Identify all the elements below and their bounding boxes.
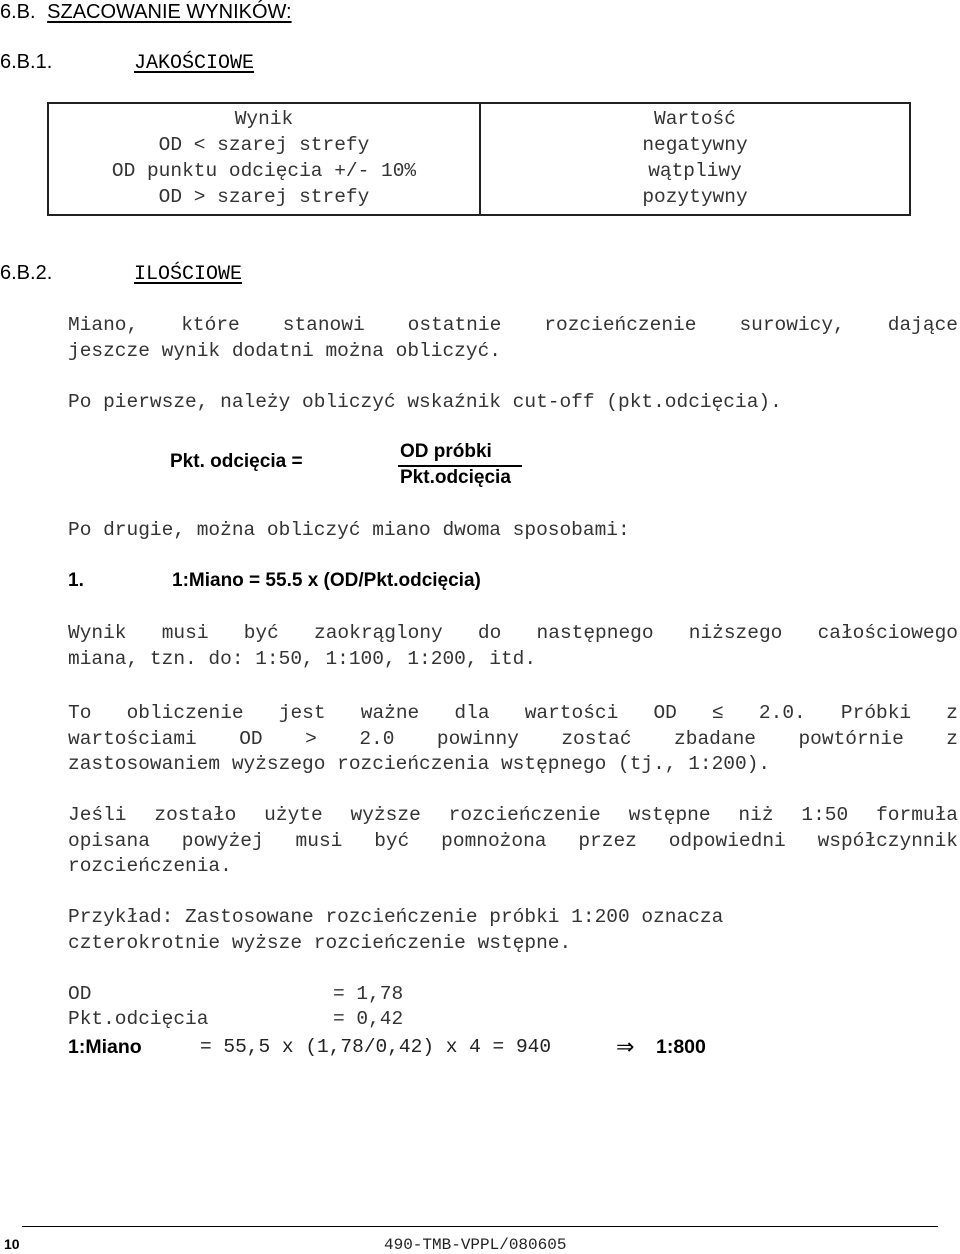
example-od-value: = 1,78 — [333, 983, 404, 1005]
example-cutoff-value: = 0,42 — [333, 1008, 404, 1030]
subsection-quantitative-heading — [0, 262, 243, 286]
first-step-paragraph — [68, 390, 958, 416]
paragraph-line: Jeśli zostało użyte wyższe rozcieńczenie wstępne niż 1:50 formuła — [68, 804, 958, 826]
table-cell: negatywny — [642, 134, 748, 156]
footer-divider — [22, 1226, 938, 1227]
intro-paragraph — [68, 313, 958, 364]
table-header-result: Wynik — [234, 108, 294, 130]
example-titer-calc: = 55,5 x (1,78/0,42) x 4 = 940 — [200, 1036, 552, 1058]
table-cell-value — [480, 103, 910, 215]
paragraph-line: Miano, które stanowi ostatnie rozcieńczenie surowicy, dające — [68, 314, 958, 336]
section-title: SZACOWANIE WYNIKÓW: — [47, 1, 292, 23]
rounding-paragraph — [68, 621, 958, 672]
paragraph-line: Po drugie, można obliczyć miano dwoma sposobami: — [68, 519, 630, 541]
formula-numerator: OD próbki — [400, 441, 492, 462]
table-cell: OD punktu odcięcia +/- 10% — [111, 160, 417, 182]
document-code: 490-TMB-VPPL/080605 — [384, 1236, 567, 1254]
table-cell: pozytywny — [642, 186, 748, 208]
table-cell-result — [48, 103, 480, 215]
paragraph-line: rozcieńczenia. — [68, 855, 232, 877]
second-step-paragraph — [68, 518, 958, 544]
method-index: 1. — [68, 570, 84, 591]
subsection-number: 6.B.1. — [0, 51, 53, 73]
qualitative-result-table — [47, 102, 911, 216]
paragraph-line: jeszcze wynik dodatni można obliczyć. — [68, 339, 501, 362]
example-titer-label: 1:Miano — [68, 1036, 142, 1058]
dilution-paragraph — [68, 803, 958, 880]
paragraph-line: czterokrotnie wyższe rozcieńczenie wstępne. — [68, 931, 572, 954]
table-cell: OD < szarej strefy — [158, 134, 370, 156]
subsection-title: ILOŚCIOWE — [134, 263, 243, 286]
paragraph-line: Wynik musi być zaokrąglony do następnego niższego całościowego — [68, 622, 958, 644]
paragraph-line: Po pierwsze, należy obliczyć wskaźnik cut-off (pkt.odcięcia). — [68, 391, 782, 413]
example-titer-line — [68, 1034, 706, 1059]
example-titer-result: 1:800 — [656, 1036, 706, 1058]
table-cell: OD > szarej strefy — [158, 186, 370, 208]
paragraph-line: Przykład: Zastosowane rozcieńczenie próbki 1:200 oznacza — [68, 906, 724, 928]
table-row — [48, 103, 910, 215]
implies-arrow-icon: ⇒ — [616, 1034, 635, 1059]
example-od-label: OD — [68, 983, 92, 1005]
subsection-number: 6.B.2. — [0, 262, 53, 284]
subsection-qualitative-heading — [0, 51, 255, 75]
table-cell: wątpliwy — [648, 160, 742, 182]
section-number: 6.B. — [0, 1, 36, 23]
page-number: 10 — [4, 1236, 20, 1252]
subsection-title: JAKOŚCIOWE — [134, 52, 255, 75]
formula-lhs: Pkt. odcięcia = — [170, 451, 303, 472]
example-cutoff-label: Pkt.odcięcia — [68, 1008, 209, 1030]
paragraph-line: To obliczenie jest ważne dla wartości OD ≤ 2.0. Próbki z — [68, 702, 958, 724]
paragraph-line: wartościami OD > 2.0 powinny zostać zbadane powtórnie z — [68, 727, 958, 750]
table-header-value: Wartość — [654, 108, 736, 130]
example-paragraph — [68, 905, 958, 956]
paragraph-line: opisana powyżej musi być pomnożona przez odpowiedni współczynnik — [68, 829, 958, 852]
method-formula: 1:Miano = 55.5 x (OD/Pkt.odcięcia) — [172, 570, 481, 591]
section-heading — [0, 1, 292, 24]
paragraph-line: zastosowaniem wyższego rozcieńczenia wstępnego (tj., 1:200). — [68, 753, 771, 775]
paragraph-line: miana, tzn. do: 1:50, 1:100, 1:200, itd. — [68, 647, 537, 670]
validity-paragraph — [68, 701, 958, 778]
formula-denominator: Pkt.odcięcia — [400, 467, 511, 488]
